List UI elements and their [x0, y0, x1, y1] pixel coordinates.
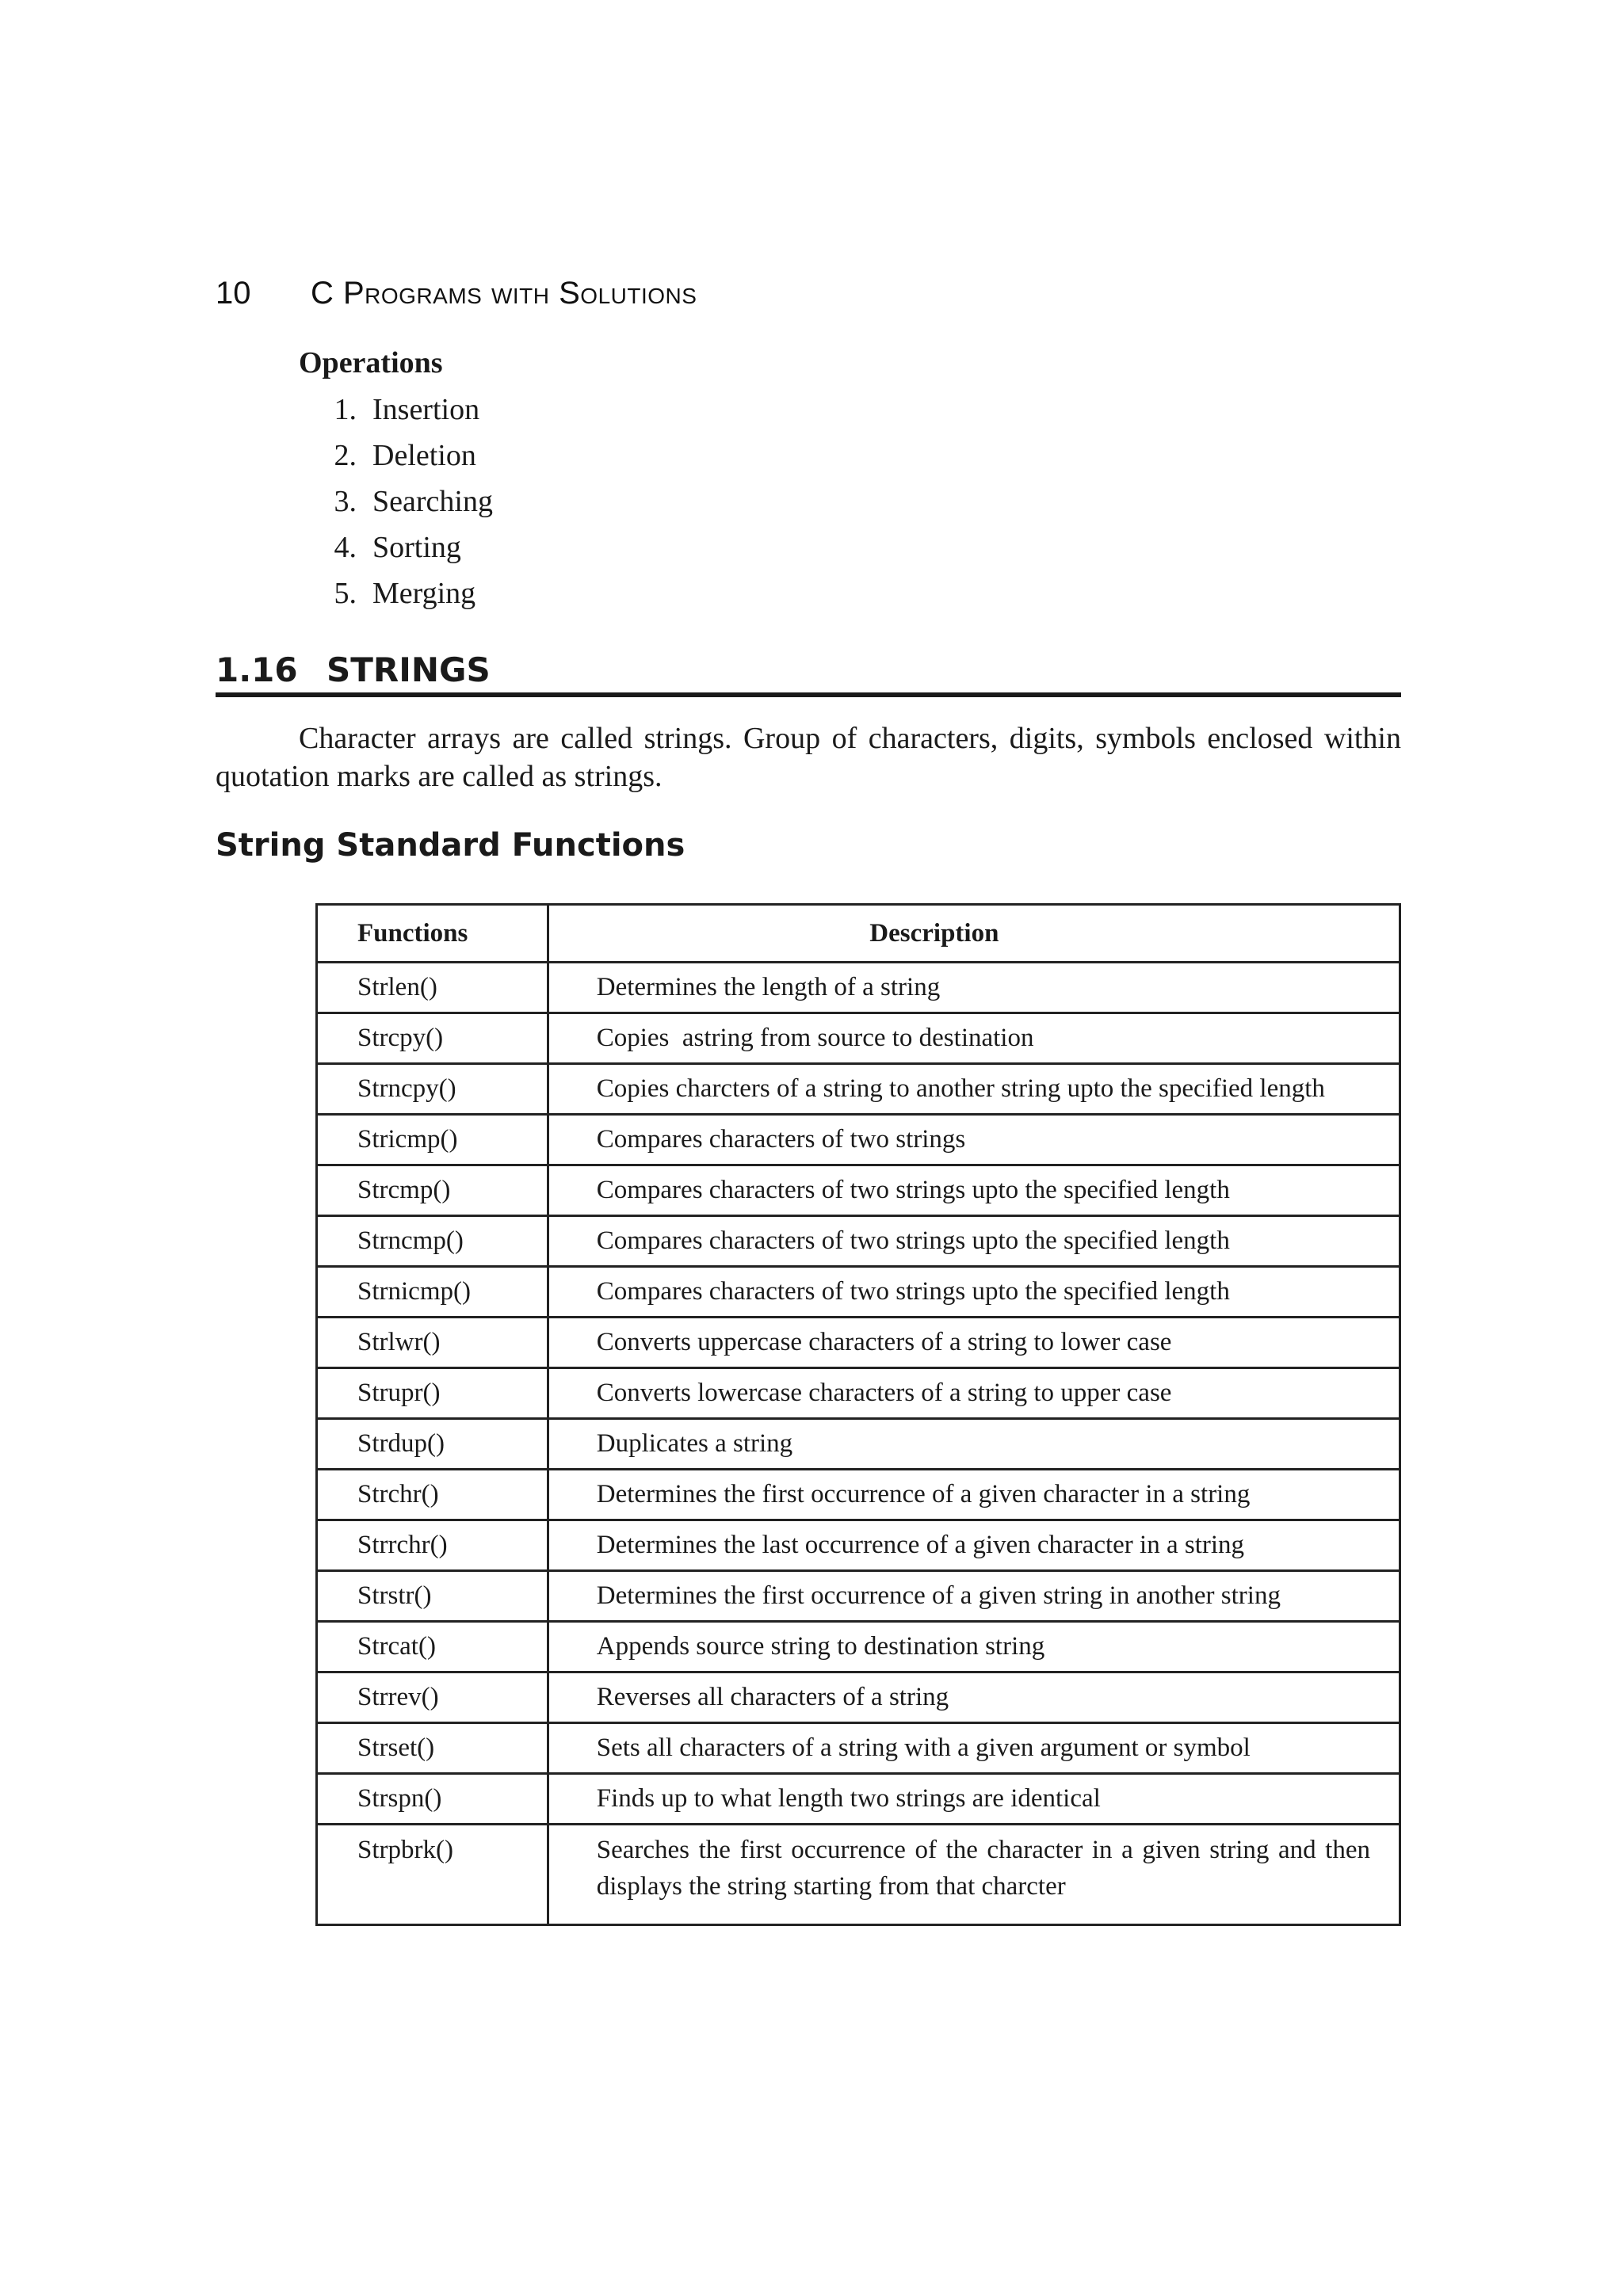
function-name: Strchr(): [317, 1470, 548, 1520]
column-header-description: Description: [548, 905, 1400, 963]
subsection-title: String Standard Functions: [216, 827, 685, 864]
table-header-row: [317, 905, 1400, 963]
table-row: [317, 1267, 1400, 1318]
function-description: Determines the length of a string: [548, 963, 1400, 1013]
list-item-label: Sorting: [372, 531, 461, 564]
function-name: Strcmp(): [317, 1165, 548, 1216]
function-description: Determines the first occurrence of a given string in another string: [548, 1571, 1400, 1622]
list-item: [299, 570, 493, 616]
list-item-label: Insertion: [372, 393, 480, 426]
operations-heading: Operations: [299, 346, 443, 379]
function-description: Converts lowercase characters of a string to upper case: [548, 1368, 1400, 1419]
section-number: 1.16: [216, 650, 298, 689]
function-name: Strdup(): [317, 1419, 548, 1470]
list-item-label: Deletion: [372, 439, 476, 472]
table-row: [317, 1825, 1400, 1925]
function-name: Strlen(): [317, 963, 548, 1013]
string-functions-table: [315, 903, 1401, 1926]
list-item: [299, 387, 493, 433]
function-description: Compares characters of two strings: [548, 1115, 1400, 1165]
table-row: [317, 1622, 1400, 1672]
book-title: C Programs with Solutions: [311, 276, 697, 311]
function-description: Reverses all characters of a string: [548, 1672, 1400, 1723]
table-row: [317, 1216, 1400, 1267]
table-row: [317, 1419, 1400, 1470]
table-row: [317, 1672, 1400, 1723]
function-description: Compares characters of two strings upto the specified length: [548, 1267, 1400, 1318]
table-row: [317, 1318, 1400, 1368]
function-name: Strnicmp(): [317, 1267, 548, 1318]
table-row: [317, 1723, 1400, 1774]
table-row: [317, 1774, 1400, 1825]
section-title: STRINGS: [327, 650, 491, 689]
function-description: Sets all characters of a string with a given argument or symbol: [548, 1723, 1400, 1774]
function-name: Strncmp(): [317, 1216, 548, 1267]
function-description: Compares characters of two strings upto the specified length: [548, 1165, 1400, 1216]
function-name: Strspn(): [317, 1774, 548, 1825]
list-item: [299, 479, 493, 524]
running-head: [216, 276, 697, 314]
list-item-label: Searching: [372, 485, 493, 518]
table-row: [317, 963, 1400, 1013]
table-row: [317, 1064, 1400, 1115]
column-header-functions: Functions: [317, 905, 548, 963]
function-description: Searches the first occurrence of the character in a given string and then displays the string starting from that charcter: [548, 1825, 1400, 1925]
list-item-number: 4.: [334, 531, 357, 564]
table-row: [317, 1165, 1400, 1216]
function-name: Strcat(): [317, 1622, 548, 1672]
list-item-number: 2.: [334, 439, 357, 472]
function-name: Strcpy(): [317, 1013, 548, 1064]
function-description: Determines the first occurrence of a given character in a string: [548, 1470, 1400, 1520]
list-item: [299, 433, 493, 479]
function-name: Stricmp(): [317, 1115, 548, 1165]
list-item-number: 3.: [334, 485, 357, 518]
table-row: [317, 1470, 1400, 1520]
function-description: Duplicates a string: [548, 1419, 1400, 1470]
function-description: Copies charcters of a string to another string upto the specified length: [548, 1064, 1400, 1115]
function-description: Finds up to what length two strings are identical: [548, 1774, 1400, 1825]
function-name: Strupr(): [317, 1368, 548, 1419]
function-name: Strlwr(): [317, 1318, 548, 1368]
section-paragraph: Character arrays are called strings. Group of characters, digits, symbols enclosed within quotation marks are called as strings.: [216, 722, 1401, 793]
list-item-number: 1.: [334, 393, 357, 426]
function-name: Strpbrk(): [317, 1825, 548, 1925]
function-description: Compares characters of two strings upto the specified length: [548, 1216, 1400, 1267]
function-description: Determines the last occurrence of a given character in a string: [548, 1520, 1400, 1571]
table-row: [317, 1115, 1400, 1165]
function-name: Strrchr(): [317, 1520, 548, 1571]
table-row: [317, 1013, 1400, 1064]
page-number: 10: [216, 276, 251, 311]
list-item-number: 5.: [334, 577, 357, 610]
table-row: [317, 1520, 1400, 1571]
function-description: Copies astring from source to destination: [548, 1013, 1400, 1064]
function-name: Strncpy(): [317, 1064, 548, 1115]
function-name: Strrev(): [317, 1672, 548, 1723]
function-description: Appends source string to destination string: [548, 1622, 1400, 1672]
table-row: [317, 1571, 1400, 1622]
function-name: Strstr(): [317, 1571, 548, 1622]
operations-list: [299, 387, 493, 616]
table-row: [317, 1368, 1400, 1419]
section-heading: [216, 648, 1401, 697]
list-item: [299, 524, 493, 570]
function-name: Strset(): [317, 1723, 548, 1774]
function-description: Converts uppercase characters of a string to lower case: [548, 1318, 1400, 1368]
list-item-label: Merging: [372, 577, 476, 610]
